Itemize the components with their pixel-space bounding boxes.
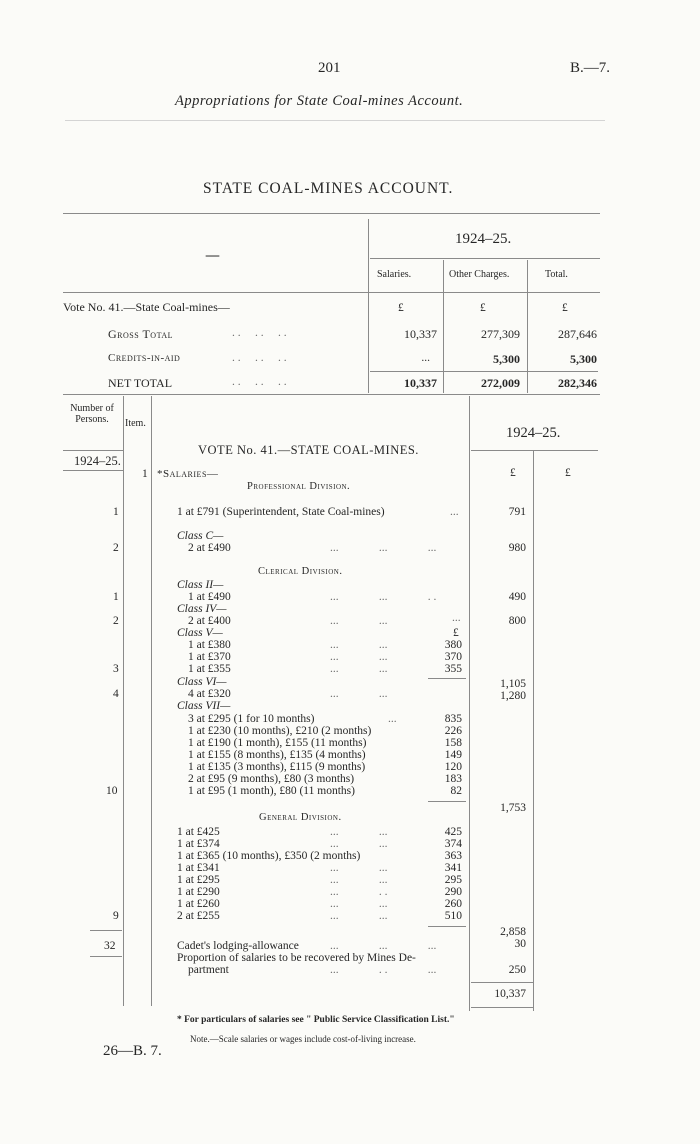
- summary-bottom-rule: [63, 394, 600, 395]
- sub-amount: 425: [444, 826, 462, 838]
- salary-line: 1 at £290: [177, 886, 220, 898]
- leader-dots: ... . .: [330, 886, 388, 898]
- salaries-heading: *Salaries—: [157, 468, 219, 480]
- sub-amount: 149: [444, 749, 462, 761]
- class-heading: Class C—: [177, 530, 224, 542]
- leader-dots: ... ...: [330, 898, 388, 910]
- grand-total: 10,337: [494, 988, 526, 1000]
- leader-dots: ... ... ...: [330, 542, 437, 554]
- salary-line: 1 at £341: [177, 862, 220, 874]
- class-heading: Class VII—: [177, 700, 231, 712]
- leader-dots: ...: [450, 506, 459, 518]
- salary-line: Cadet's lodging-allowance: [177, 940, 299, 952]
- summary-col-divider: [443, 260, 444, 393]
- footer-ref: 26—B. 7.: [103, 1043, 162, 1059]
- amount: 1,280: [500, 690, 526, 702]
- salary-line: 2 at £490: [188, 542, 231, 554]
- detail-vote-title: VOTE No. 41.—STATE COAL-MINES.: [198, 443, 419, 457]
- sub-amount: 82: [450, 785, 462, 797]
- leader-dots: ... ...: [330, 651, 388, 663]
- summary-year-rule: [370, 258, 600, 259]
- summary-dash: —: [205, 246, 220, 264]
- row-dots: . . . . . .: [232, 327, 287, 339]
- persons-count: 2: [113, 542, 119, 554]
- leader-dots: ... ... . .: [330, 591, 437, 603]
- subtotal-rule: [428, 926, 466, 927]
- page-number: 201: [318, 60, 341, 76]
- cell-other: 5,300: [493, 352, 520, 366]
- leader-dots: ... ...: [330, 826, 388, 838]
- sub-amount: 183: [444, 773, 462, 785]
- leader-dots: ... ...: [330, 862, 388, 874]
- persons-count: 4: [113, 688, 119, 700]
- page-subtitle: Appropriations for State Coal-mines Account.: [175, 93, 464, 109]
- leader-dots: ...: [388, 713, 397, 725]
- cell-other: 277,309: [481, 327, 520, 341]
- persons-count: 9: [113, 910, 119, 922]
- sub-amount: 295: [444, 874, 462, 886]
- sub-amount: 260: [444, 898, 462, 910]
- summary-top-rule: [63, 213, 600, 214]
- leader-dots: ... ...: [330, 838, 388, 850]
- salary-line: 2 at £255: [177, 910, 220, 922]
- salary-line: partment: [188, 964, 229, 976]
- detail-year-right: 1924–25.: [506, 425, 561, 441]
- amount: 250: [508, 964, 526, 976]
- detail-col-divider: [533, 450, 534, 1011]
- division-heading: Clerical Division.: [258, 566, 343, 577]
- salary-line: 4 at £320: [188, 688, 231, 700]
- division-heading: Professional Division.: [247, 481, 351, 492]
- sub-amount: 226: [444, 725, 462, 737]
- salary-line: 3 at £295 (1 for 10 months): [188, 713, 315, 725]
- col-salaries: Salaries.: [377, 269, 412, 280]
- header-rule: [65, 120, 605, 121]
- col-total: Total.: [545, 269, 568, 280]
- salary-line: 1 at £374: [177, 838, 220, 850]
- row-dots: . . . . . .: [232, 376, 287, 388]
- salary-line: 1 at £190 (1 month), £155 (11 months): [188, 737, 367, 749]
- summary-year: 1924–25.: [455, 231, 512, 247]
- leader-dots: ... ...: [330, 615, 388, 627]
- salary-line: 1 at £490: [188, 591, 231, 603]
- cell-salaries: 10,337: [404, 327, 437, 341]
- pound-sign: £: [510, 467, 516, 479]
- cell-total: 5,300: [570, 352, 597, 366]
- summary-sum-rule: [370, 371, 598, 372]
- salary-line: 1 at £295: [177, 874, 220, 886]
- amount: 980: [508, 542, 526, 554]
- detail-col-divider: [123, 396, 124, 1006]
- persons-count: 3: [113, 663, 119, 675]
- leader-dots: ... ...: [330, 874, 388, 886]
- amount: 490: [508, 591, 526, 603]
- vote-label: Vote No. 41.—State Coal-mines—: [63, 300, 230, 314]
- sub-amount: 355: [444, 663, 462, 675]
- subtotal-rule: [428, 801, 466, 802]
- salary-line: 1 at £230 (10 months), £210 (2 months): [188, 725, 372, 737]
- summary-col-divider: [368, 219, 369, 393]
- col-item: Item.: [125, 418, 146, 429]
- salary-line: 1 at £370: [188, 651, 231, 663]
- pound-sign: £: [565, 467, 571, 479]
- footnote: * For particulars of salaries see " Public Service Classification List.": [177, 1015, 455, 1025]
- amount: 800: [508, 615, 526, 627]
- persons-count: 1: [113, 591, 119, 603]
- leader-dots: ... ...: [330, 910, 388, 922]
- currency-other: £: [480, 302, 486, 314]
- salary-line: 1 at £135 (3 months), £115 (9 months): [188, 761, 366, 773]
- cell-salaries: 10,337: [404, 376, 437, 390]
- detail-col-divider: [151, 396, 152, 1006]
- amount: 1,753: [500, 802, 526, 814]
- class-heading: Class IV—: [177, 603, 227, 615]
- detail-head-rule: [471, 450, 598, 451]
- sub-amount: 158: [444, 737, 462, 749]
- amount: 791: [508, 506, 526, 518]
- total-rule: [471, 982, 533, 983]
- leader-dots: ... ...: [330, 639, 388, 651]
- salary-line: 1 at £95 (1 month), £80 (11 months): [188, 785, 355, 797]
- currency-total: £: [562, 302, 568, 314]
- page-title: STATE COAL-MINES ACCOUNT.: [203, 180, 454, 197]
- row-label: NET TOTAL: [108, 376, 173, 390]
- cell-total: 282,346: [558, 376, 597, 390]
- row-label: Credits-in-aid: [108, 352, 181, 364]
- salary-line: 1 at £260: [177, 898, 220, 910]
- col-other-charges: Other Charges.: [449, 269, 510, 280]
- amount: 2,858: [500, 926, 526, 938]
- currency-salaries: £: [398, 302, 404, 314]
- salary-line: 2 at £95 (9 months), £80 (3 months): [188, 773, 355, 785]
- leader-dots: ... ...: [330, 663, 388, 675]
- leader-dots: ... . . ...: [330, 964, 437, 976]
- salary-line: 1 at £791 (Superintendent, State Coal-mines): [177, 506, 385, 518]
- sub-amount: 380: [444, 639, 462, 651]
- leader-dots: ... ...: [330, 688, 388, 700]
- sub-amount: 341: [444, 862, 462, 874]
- salary-line: 1 at £155 (8 months), £135 (4 months): [188, 749, 366, 761]
- persons-rule: [90, 930, 122, 931]
- row-dots: . . . . . .: [232, 352, 287, 364]
- sub-amount: 290: [444, 886, 462, 898]
- cell-total: 287,646: [558, 327, 597, 341]
- summary-col-divider: [527, 260, 528, 393]
- salary-line: Proportion of salaries to be recovered by Mines De-: [177, 952, 416, 964]
- sub-amount: 370: [444, 651, 462, 663]
- subtotal-rule: [428, 678, 466, 679]
- sub-amount: 835: [444, 713, 462, 725]
- persons-rule: [90, 956, 122, 957]
- salary-line: 1 at £380: [188, 639, 231, 651]
- class-heading: Class VI—: [177, 676, 227, 688]
- division-heading: General Division.: [259, 812, 342, 823]
- total-rule: [471, 1007, 533, 1008]
- amount: 1,105: [500, 678, 526, 690]
- leader-dots: ... ... ...: [330, 940, 437, 952]
- cell-salaries: ...: [421, 352, 430, 364]
- persons-count: 2: [113, 615, 119, 627]
- document-ref: B.—7.: [570, 60, 611, 76]
- salary-line: 1 at £425: [177, 826, 220, 838]
- detail-year-rule: [63, 470, 123, 471]
- cell-other: 272,009: [481, 376, 520, 390]
- sub-amount: 374: [444, 838, 462, 850]
- class-heading: Class V—: [177, 627, 223, 639]
- detail-col-divider: [469, 396, 470, 1011]
- row-label: Gross Total: [108, 327, 173, 341]
- persons-count: 10: [106, 785, 118, 797]
- col-number-persons: Number of Persons.: [70, 403, 114, 425]
- leader-dots: ...: [452, 612, 461, 624]
- pound-sign: £: [453, 627, 459, 639]
- class-heading: Class II—: [177, 579, 224, 591]
- amount: 30: [514, 938, 526, 950]
- sub-amount: 510: [444, 910, 462, 922]
- summary-head-rule: [63, 292, 600, 293]
- persons-count: 1: [113, 506, 119, 518]
- salary-line: 1 at £355: [188, 663, 231, 675]
- persons-total: 32: [104, 940, 116, 952]
- item-number: 1: [142, 468, 148, 480]
- sub-amount: 363: [444, 850, 462, 862]
- detail-head-rule: [63, 450, 123, 451]
- salary-line: 1 at £365 (10 months), £350 (2 months): [177, 850, 361, 862]
- detail-year-left: 1924–25.: [74, 454, 121, 468]
- scale-note: Note.—Scale salaries or wages include cost-of-living increase.: [190, 1034, 416, 1044]
- sub-amount: 120: [444, 761, 462, 773]
- salary-line: 2 at £400: [188, 615, 231, 627]
